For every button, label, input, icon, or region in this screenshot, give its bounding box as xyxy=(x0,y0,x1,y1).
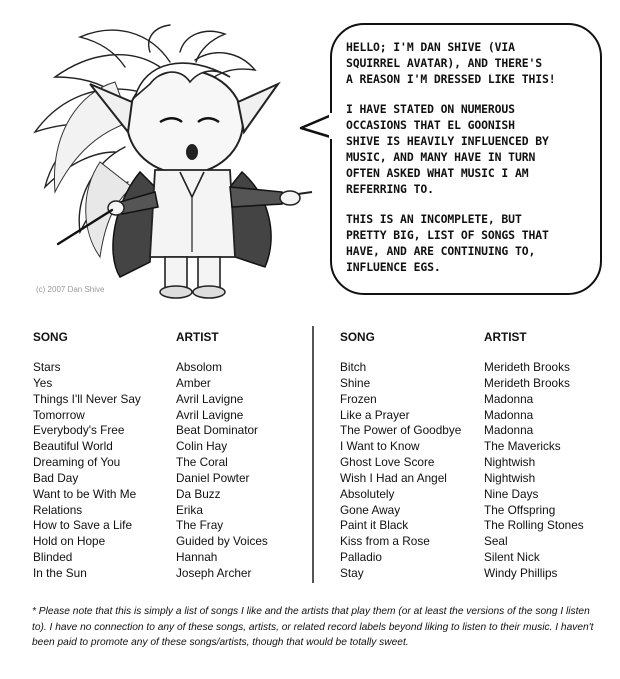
tail-cover xyxy=(329,111,335,143)
artist-cell: Madonna xyxy=(484,423,534,438)
bubble-paragraph-1: HELLO; I'M DAN SHIVE (VIA SQUIRREL AVATAR), AND THERE'S A REASON I'M DRESSED LIKE THIS! xyxy=(346,40,556,86)
artist-cell: Merideth Brooks xyxy=(484,360,570,374)
copyright-text: (c) 2007 Dan Shive xyxy=(36,285,105,294)
artist-cell: Amber xyxy=(176,375,211,390)
artist-cell: Nightwish xyxy=(484,455,536,470)
artist-cell: Seal xyxy=(484,534,508,549)
speech-bubble xyxy=(330,23,602,295)
song-cell: Stay xyxy=(340,565,364,580)
song-cell: How to Save a Life xyxy=(33,518,133,533)
artist-cell: Madonna xyxy=(484,407,534,422)
artist-cell: Avril Lavigne xyxy=(176,391,244,406)
song-cell: Paint it Black xyxy=(340,518,409,533)
artist-cell: Colin Hay xyxy=(176,439,228,454)
artist-cell: Beat Dominator xyxy=(176,423,258,438)
song-cell: Want to be With Me xyxy=(33,486,137,501)
song-cell: In the Sun xyxy=(33,565,87,580)
artist-cell: Guided by Voices xyxy=(176,534,268,549)
song-cell: Palladio xyxy=(340,550,382,565)
artist-cell: Nine Days xyxy=(484,486,539,501)
artist-cell: Erika xyxy=(176,502,203,517)
left-artist-column xyxy=(176,330,268,582)
right-artist-column xyxy=(484,330,584,582)
left-song-column xyxy=(33,330,141,582)
artist-cell: The Offspring xyxy=(484,502,556,517)
squirrel-conductor-illustration xyxy=(20,22,330,312)
song-cell: Everybody's Free xyxy=(33,423,125,438)
song-cell: Absolutely xyxy=(340,486,395,501)
artist-cell: The Fray xyxy=(176,518,224,533)
song-cell: Shine xyxy=(340,375,371,390)
song-cell: Wish I Had an Angel xyxy=(340,470,447,485)
footnote: * Please note that this is simply a list of songs I like and the artists that play them (or at least the versions of the song I listen to). I have no connection to any of these songs, artists, or related record labels beyond liking to listen to their music. I haven't been paid to promote any of these songs/artists, though that would be totally sweet. xyxy=(32,606,594,648)
song-cell: Yes xyxy=(33,375,53,390)
song-cell: Tomorrow xyxy=(33,407,85,422)
song-cell: Beautiful World xyxy=(33,439,113,454)
artist-cell: Joseph Archer xyxy=(176,565,252,580)
song-cell: Blinded xyxy=(33,550,73,565)
artist-cell: The Rolling Stones xyxy=(484,518,584,533)
artist-header: ARTIST xyxy=(484,330,527,344)
song-cell: Gone Away xyxy=(340,502,401,517)
song-cell: Frozen xyxy=(340,391,377,406)
artist-cell: Absolom xyxy=(176,360,222,374)
song-cell: Like a Prayer xyxy=(340,407,410,422)
song-header: SONG xyxy=(33,330,68,344)
artist-cell: Merideth Brooks xyxy=(484,375,570,390)
song-cell: Relations xyxy=(33,502,83,517)
artist-header: ARTIST xyxy=(176,330,219,344)
song-cell: Kiss from a Rose xyxy=(340,534,430,549)
artist-cell: Avril Lavigne xyxy=(176,407,244,422)
artist-cell: Windy Phillips xyxy=(484,565,558,580)
artist-cell: Hannah xyxy=(176,550,218,565)
right-song-column xyxy=(340,330,461,582)
artist-cell: Nightwish xyxy=(484,470,536,485)
song-cell: Dreaming of You xyxy=(33,455,121,470)
song-cell: I Want to Know xyxy=(340,439,420,454)
song-cell: Hold on Hope xyxy=(33,534,106,549)
artist-cell: The Coral xyxy=(176,455,228,470)
artist-cell: Madonna xyxy=(484,391,534,406)
bubble-paragraph-2: I HAVE STATED ON NUMEROUS OCCASIONS THAT EL GOONISH SHIVE IS HEAVILY INFLUENCED BY MUSIC, AND MANY HAVE IN TURN OFTEN ASKED WHAT MUSIC I AM REFERRING TO. xyxy=(346,102,549,196)
column-divider xyxy=(312,326,314,583)
artist-cell: The Mavericks xyxy=(484,439,561,454)
artist-cell: Da Buzz xyxy=(176,486,221,501)
artist-cell: Silent Nick xyxy=(484,550,540,565)
artist-cell: Daniel Powter xyxy=(176,470,250,485)
bubble-paragraph-3: THIS IS AN INCOMPLETE, BUT PRETTY BIG, LIST OF SONGS THAT HAVE, AND ARE CONTINUING TO, INFLUENCE EGS. xyxy=(346,212,549,274)
song-header: SONG xyxy=(340,330,375,344)
song-cell: The Power of Goodbye xyxy=(340,423,462,438)
song-cell: Ghost Love Score xyxy=(340,455,435,470)
song-cell: Things I'll Never Say xyxy=(33,391,141,406)
song-cell: Bitch xyxy=(340,360,367,374)
song-cell: Stars xyxy=(33,360,61,374)
song-cell: Bad Day xyxy=(33,470,79,485)
